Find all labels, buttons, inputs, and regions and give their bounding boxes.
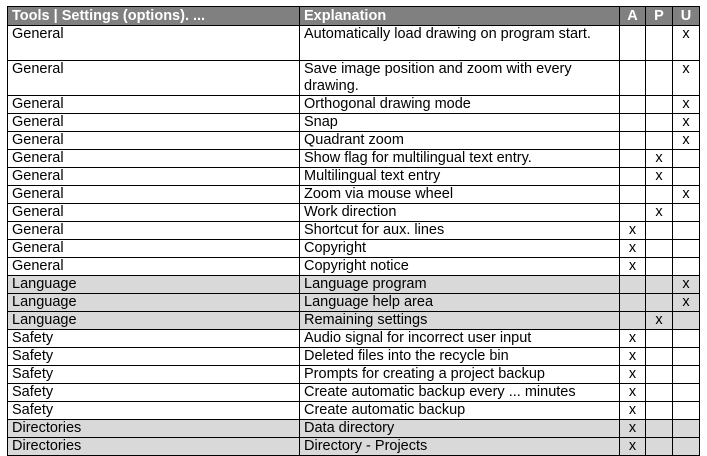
cell-p <box>646 276 673 294</box>
cell-setting: Language <box>8 312 300 330</box>
cell-setting: General <box>8 168 300 186</box>
cell-explanation: Language help area <box>300 294 620 312</box>
cell-p <box>646 61 673 96</box>
cell-p <box>646 114 673 132</box>
cell-p: x <box>646 312 673 330</box>
cell-explanation: Create automatic backup <box>300 402 620 420</box>
cell-a <box>620 132 646 150</box>
cell-explanation: Data directory <box>300 420 620 438</box>
cell-p <box>646 240 673 258</box>
cell-setting: Language <box>8 294 300 312</box>
cell-explanation: Remaining settings <box>300 312 620 330</box>
cell-a <box>620 168 646 186</box>
table-row <box>8 240 700 258</box>
cell-u: x <box>673 61 700 96</box>
cell-setting: General <box>8 61 300 96</box>
cell-explanation: Directory - Projects <box>300 438 620 456</box>
header-setting: Tools | Settings (options). ... <box>8 7 300 26</box>
cell-p <box>646 222 673 240</box>
cell-u <box>673 240 700 258</box>
cell-explanation: Save image position and zoom with every drawing. <box>300 61 620 96</box>
cell-u: x <box>673 186 700 204</box>
cell-a: x <box>620 438 646 456</box>
table-row <box>8 96 700 114</box>
cell-setting: General <box>8 258 300 276</box>
cell-a <box>620 186 646 204</box>
cell-setting: Directories <box>8 438 300 456</box>
cell-p <box>646 330 673 348</box>
table-row <box>8 132 700 150</box>
cell-a: x <box>620 240 646 258</box>
cell-explanation: Shortcut for aux. lines <box>300 222 620 240</box>
cell-setting: General <box>8 186 300 204</box>
cell-explanation: Deleted files into the recycle bin <box>300 348 620 366</box>
cell-a <box>620 276 646 294</box>
cell-u <box>673 330 700 348</box>
cell-setting: General <box>8 204 300 222</box>
cell-p <box>646 132 673 150</box>
cell-a <box>620 312 646 330</box>
cell-setting: General <box>8 240 300 258</box>
header-a: A <box>620 7 646 26</box>
cell-setting: General <box>8 114 300 132</box>
cell-explanation: Work direction <box>300 204 620 222</box>
cell-explanation: Zoom via mouse wheel <box>300 186 620 204</box>
cell-p: x <box>646 204 673 222</box>
cell-p <box>646 366 673 384</box>
cell-u <box>673 402 700 420</box>
settings-table-container <box>7 6 699 456</box>
cell-explanation: Snap <box>300 114 620 132</box>
cell-a: x <box>620 258 646 276</box>
table-body <box>8 26 700 456</box>
cell-explanation: Audio signal for incorrect user input <box>300 330 620 348</box>
cell-setting: General <box>8 150 300 168</box>
table-header-row <box>8 7 700 26</box>
cell-a: x <box>620 402 646 420</box>
table-row <box>8 366 700 384</box>
table-row <box>8 258 700 276</box>
cell-p <box>646 186 673 204</box>
cell-a: x <box>620 330 646 348</box>
cell-u <box>673 384 700 402</box>
cell-setting: Safety <box>8 402 300 420</box>
table-row <box>8 168 700 186</box>
cell-u <box>673 168 700 186</box>
cell-setting: General <box>8 222 300 240</box>
cell-a: x <box>620 420 646 438</box>
cell-u: x <box>673 132 700 150</box>
cell-a <box>620 96 646 114</box>
table-row <box>8 26 700 61</box>
cell-a <box>620 294 646 312</box>
table-row <box>8 186 700 204</box>
cell-setting: General <box>8 26 300 61</box>
header-explanation: Explanation <box>300 7 620 26</box>
cell-a: x <box>620 222 646 240</box>
cell-setting: General <box>8 96 300 114</box>
cell-a <box>620 61 646 96</box>
cell-u <box>673 420 700 438</box>
cell-explanation: Multilingual text entry <box>300 168 620 186</box>
cell-explanation: Language program <box>300 276 620 294</box>
cell-p <box>646 348 673 366</box>
cell-a: x <box>620 366 646 384</box>
table-row <box>8 276 700 294</box>
cell-setting: Safety <box>8 366 300 384</box>
cell-explanation: Prompts for creating a project backup <box>300 366 620 384</box>
cell-p <box>646 384 673 402</box>
cell-u <box>673 222 700 240</box>
cell-u: x <box>673 96 700 114</box>
cell-u: x <box>673 26 700 61</box>
cell-u: x <box>673 294 700 312</box>
cell-explanation: Show flag for multilingual text entry. <box>300 150 620 168</box>
cell-explanation: Orthogonal drawing mode <box>300 96 620 114</box>
cell-a <box>620 114 646 132</box>
cell-p <box>646 438 673 456</box>
cell-explanation: Create automatic backup every ... minutes <box>300 384 620 402</box>
cell-p: x <box>646 168 673 186</box>
table-row <box>8 150 700 168</box>
cell-setting: Language <box>8 276 300 294</box>
table-row <box>8 330 700 348</box>
cell-setting: General <box>8 132 300 150</box>
cell-explanation: Quadrant zoom <box>300 132 620 150</box>
cell-p <box>646 420 673 438</box>
cell-explanation: Copyright <box>300 240 620 258</box>
cell-u <box>673 150 700 168</box>
cell-explanation: Copyright notice <box>300 258 620 276</box>
cell-u <box>673 258 700 276</box>
table-row <box>8 384 700 402</box>
table-row <box>8 294 700 312</box>
cell-setting: Safety <box>8 384 300 402</box>
cell-u <box>673 312 700 330</box>
cell-p <box>646 294 673 312</box>
table-row <box>8 402 700 420</box>
table-row <box>8 348 700 366</box>
table-row <box>8 61 700 96</box>
cell-a: x <box>620 348 646 366</box>
cell-explanation: Automatically load drawing on program start. <box>300 26 620 61</box>
cell-setting: Safety <box>8 330 300 348</box>
table-row <box>8 438 700 456</box>
cell-a <box>620 204 646 222</box>
cell-u <box>673 348 700 366</box>
table-row <box>8 312 700 330</box>
cell-setting: Directories <box>8 420 300 438</box>
cell-p <box>646 96 673 114</box>
cell-u: x <box>673 114 700 132</box>
cell-u <box>673 204 700 222</box>
header-u: U <box>673 7 700 26</box>
settings-table <box>7 6 700 456</box>
cell-p: x <box>646 150 673 168</box>
cell-u <box>673 366 700 384</box>
cell-u <box>673 438 700 456</box>
table-row <box>8 114 700 132</box>
cell-setting: Safety <box>8 348 300 366</box>
cell-p <box>646 258 673 276</box>
cell-p <box>646 26 673 61</box>
cell-a <box>620 150 646 168</box>
cell-a: x <box>620 384 646 402</box>
table-row <box>8 420 700 438</box>
table-row <box>8 204 700 222</box>
header-p: P <box>646 7 673 26</box>
table-row <box>8 222 700 240</box>
cell-p <box>646 402 673 420</box>
cell-a <box>620 26 646 61</box>
cell-u: x <box>673 276 700 294</box>
